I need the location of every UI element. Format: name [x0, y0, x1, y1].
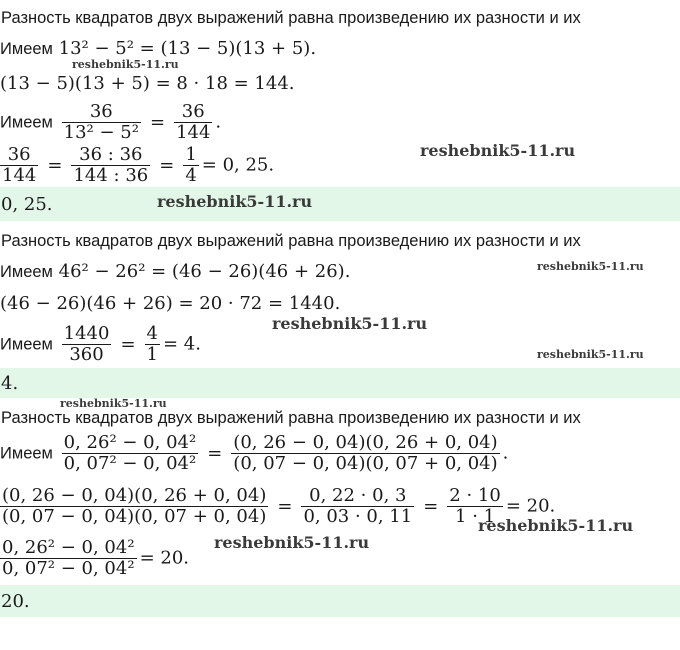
denominator: 360	[69, 344, 104, 365]
denominator: 0, 03 · 0, 11	[303, 506, 413, 527]
lead-label: Имеем	[0, 113, 53, 132]
answer-box	[0, 368, 680, 398]
result: = 20.	[505, 495, 556, 517]
equals-sign: =	[149, 111, 166, 133]
denominator: (0, 07 − 0, 04)(0, 07 + 0, 04)	[2, 506, 267, 527]
answer-box	[0, 187, 680, 221]
watermark: reshebnik5-11.ru	[60, 397, 167, 410]
intro-text: Разность квадратов двух выражений равна произведению их разности и их	[1, 9, 581, 27]
watermark: reshebnik5-11.ru	[537, 260, 644, 273]
fraction	[62, 324, 112, 365]
math-line	[0, 538, 189, 579]
denominator: 144	[176, 122, 211, 143]
equals-sign: =	[207, 442, 223, 464]
numerator: 0, 26² − 0, 04²	[63, 432, 197, 453]
numerator: 1440	[63, 323, 110, 344]
denominator: 1 · 1	[455, 506, 496, 527]
equals-sign: =	[423, 495, 439, 517]
numerator: 0, 22 · 0, 3	[301, 486, 414, 507]
denominator: 0, 07² − 0, 04²	[2, 558, 135, 579]
watermark: reshebnik5-11.ru	[214, 533, 370, 552]
answer-text: 20.	[1, 591, 30, 612]
intro-text: Разность квадратов двух выражений равна произведению их разности и их	[1, 232, 581, 250]
lead-label: Имеем	[0, 263, 53, 281]
numerator: 36	[62, 102, 141, 123]
numerator: (0, 26 − 0, 04)(0, 26 + 0, 04)	[2, 485, 267, 506]
fraction	[183, 145, 198, 186]
result: = 0, 25.	[201, 154, 275, 176]
fraction	[71, 145, 150, 186]
math-line: (46 − 26)(46 + 26) = 20 · 72 = 1440.	[0, 293, 341, 314]
denominator: 144 : 36	[73, 165, 149, 186]
fraction	[62, 102, 141, 143]
numerator: 1	[185, 144, 197, 165]
fraction	[174, 102, 212, 143]
math-line	[0, 38, 316, 60]
fraction	[0, 538, 137, 579]
denominator: 1	[146, 344, 158, 365]
equals-sign: =	[159, 154, 175, 176]
denominator: 0, 07² − 0, 04²	[63, 453, 197, 474]
period: .	[215, 111, 222, 133]
answer-text: 4.	[1, 373, 19, 394]
math-line: (13 − 5)(13 + 5) = 8 · 18 = 144.	[0, 73, 295, 94]
denominator: 4	[185, 165, 197, 186]
numerator: (0, 26 − 0, 04)(0, 26 + 0, 04)	[233, 432, 498, 453]
fraction	[301, 486, 414, 527]
watermark: reshebnik5-11.ru	[272, 314, 428, 333]
equals-sign: =	[120, 333, 136, 355]
numerator: 36	[174, 102, 212, 123]
denominator: 13² − 5²	[63, 122, 139, 143]
result: = 4.	[163, 333, 201, 355]
math-line	[0, 102, 221, 143]
equals-sign: =	[277, 495, 293, 517]
watermark: reshebnik5-11.ru	[72, 58, 179, 71]
denominator: (0, 07 − 0, 04)(0, 07 + 0, 04)	[233, 453, 498, 474]
fraction	[0, 486, 268, 527]
fraction	[231, 433, 499, 474]
fraction	[145, 324, 160, 365]
math-expression: 46² − 26² = (46 − 26)(46 + 26).	[58, 261, 351, 282]
equals-sign: =	[47, 154, 63, 176]
intro-text: Разность квадратов двух выражений равна произведению их разности и их	[1, 409, 581, 427]
numerator: 2 · 10	[449, 485, 501, 506]
period: .	[502, 442, 509, 464]
lead-label: Имеем	[0, 40, 53, 58]
math-line	[0, 433, 508, 474]
math-line	[0, 486, 555, 527]
result: = 20.	[139, 547, 189, 569]
fraction	[0, 145, 38, 186]
watermark: reshebnik5-11.ru	[478, 516, 634, 535]
lead-label: Имеем	[0, 335, 53, 354]
math-expression: 13² − 5² = (13 − 5)(13 + 5).	[58, 38, 317, 59]
lead-label: Имеем	[0, 444, 53, 463]
numerator: 36 : 36	[71, 145, 150, 166]
math-line	[0, 324, 201, 365]
denominator: 144	[2, 165, 37, 186]
watermark: reshebnik5-11.ru	[420, 141, 576, 160]
numerator: 36	[0, 145, 38, 166]
numerator: 0, 26² − 0, 04²	[2, 537, 135, 558]
fraction	[62, 433, 199, 474]
math-line	[0, 261, 350, 283]
watermark: reshebnik5-11.ru	[537, 348, 644, 361]
answer-text: 0, 25.	[1, 194, 53, 215]
math-line	[0, 145, 274, 186]
numerator: 4	[146, 323, 158, 344]
watermark: reshebnik5-11.ru	[157, 192, 313, 211]
answer-box	[0, 585, 680, 617]
